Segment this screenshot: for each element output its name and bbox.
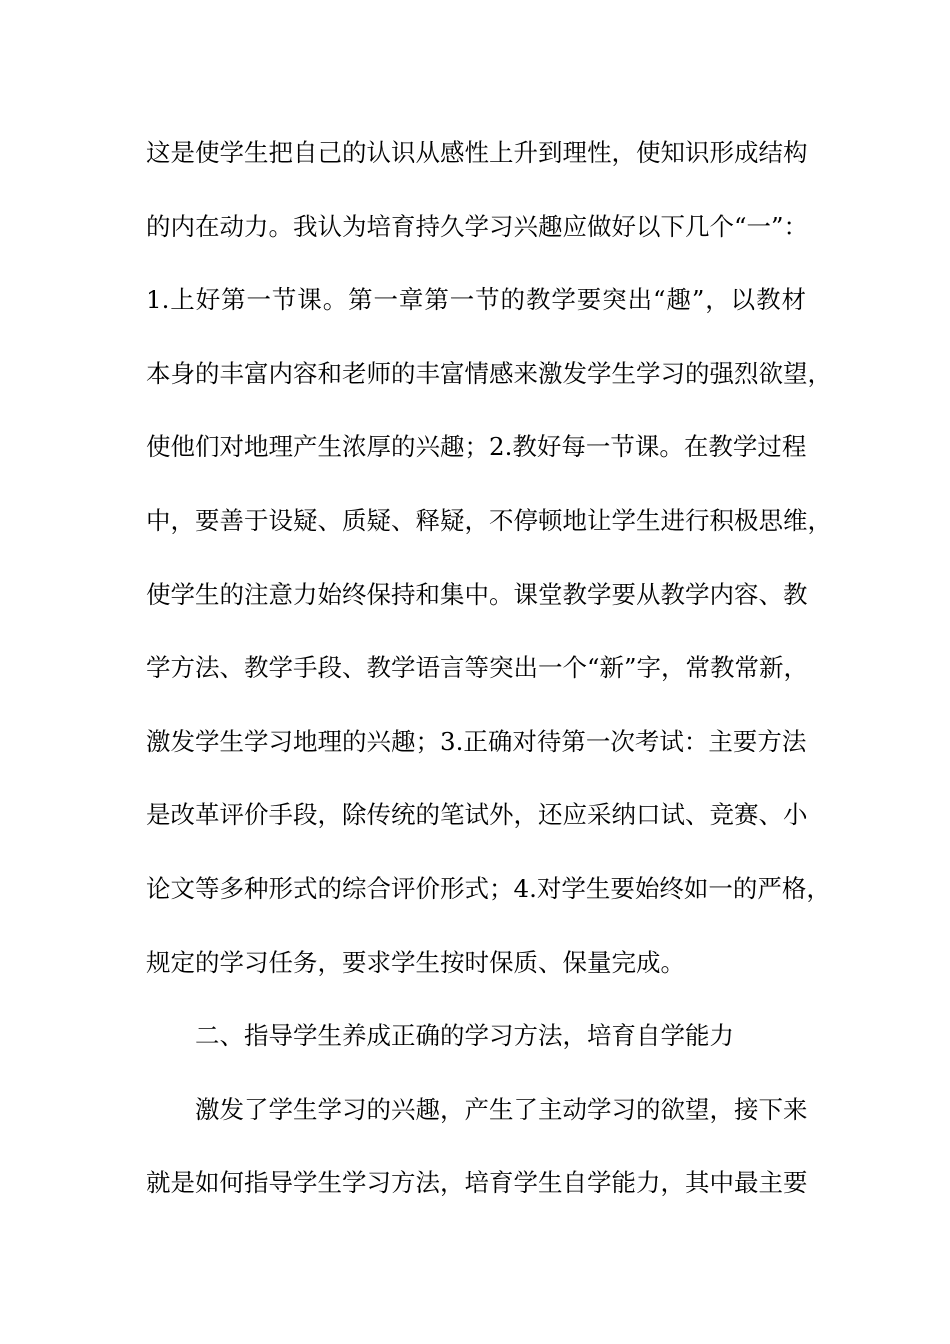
body-text [146,128,832,1232]
text-line: 的内在动力。我认为培育持久学习兴趣应做好以下几个“一”： [146,211,809,241]
text-line: 是改革评价手段，除传统的笔试外，还应采纳口试、竞赛、小 [146,800,808,830]
text-line: 论文等多种形式的综合评价形式；4.对学生要始终如一的严格， [146,873,831,903]
text-line: 这是使学生把自己的认识从感性上升到理性，使知识形成结构 [146,138,808,167]
text-line: 1.上好第一节课。第一章第一节的教学要突出“趣”，以教材 [146,285,806,315]
text-line: 激发学生学习地理的兴趣；3.正确对待第一次考试：主要方法 [146,726,807,756]
text-line: 使学生的注意力始终保持和集中。课堂教学要从教学内容、教 [146,579,808,609]
section-heading: 二、指导学生养成正确的学习方法，培育自学能力 [195,1021,734,1051]
text-line: 使他们对地理产生浓厚的兴趣；2.教好每一节课。在教学过程 [146,432,807,462]
text-line: 规定的学习任务，要求学生按时保质、保量完成。 [146,947,685,977]
text-line: 本身的丰富内容和老师的丰富情感来激发学生学习的强烈欲望， [146,358,832,388]
text-line: 学方法、教学手段、教学语言等突出一个“新”字，常教常新， [146,653,809,683]
text-line: 中，要善于设疑、质疑、释疑，不停顿地让学生进行积极思维， [146,505,832,535]
text-line: 激发了学生学习的兴趣，产生了主动学习的欲望，接下来 [195,1094,808,1124]
text-line: 就是如何指导学生学习方法，培育学生自学能力，其中最主要 [146,1168,808,1198]
